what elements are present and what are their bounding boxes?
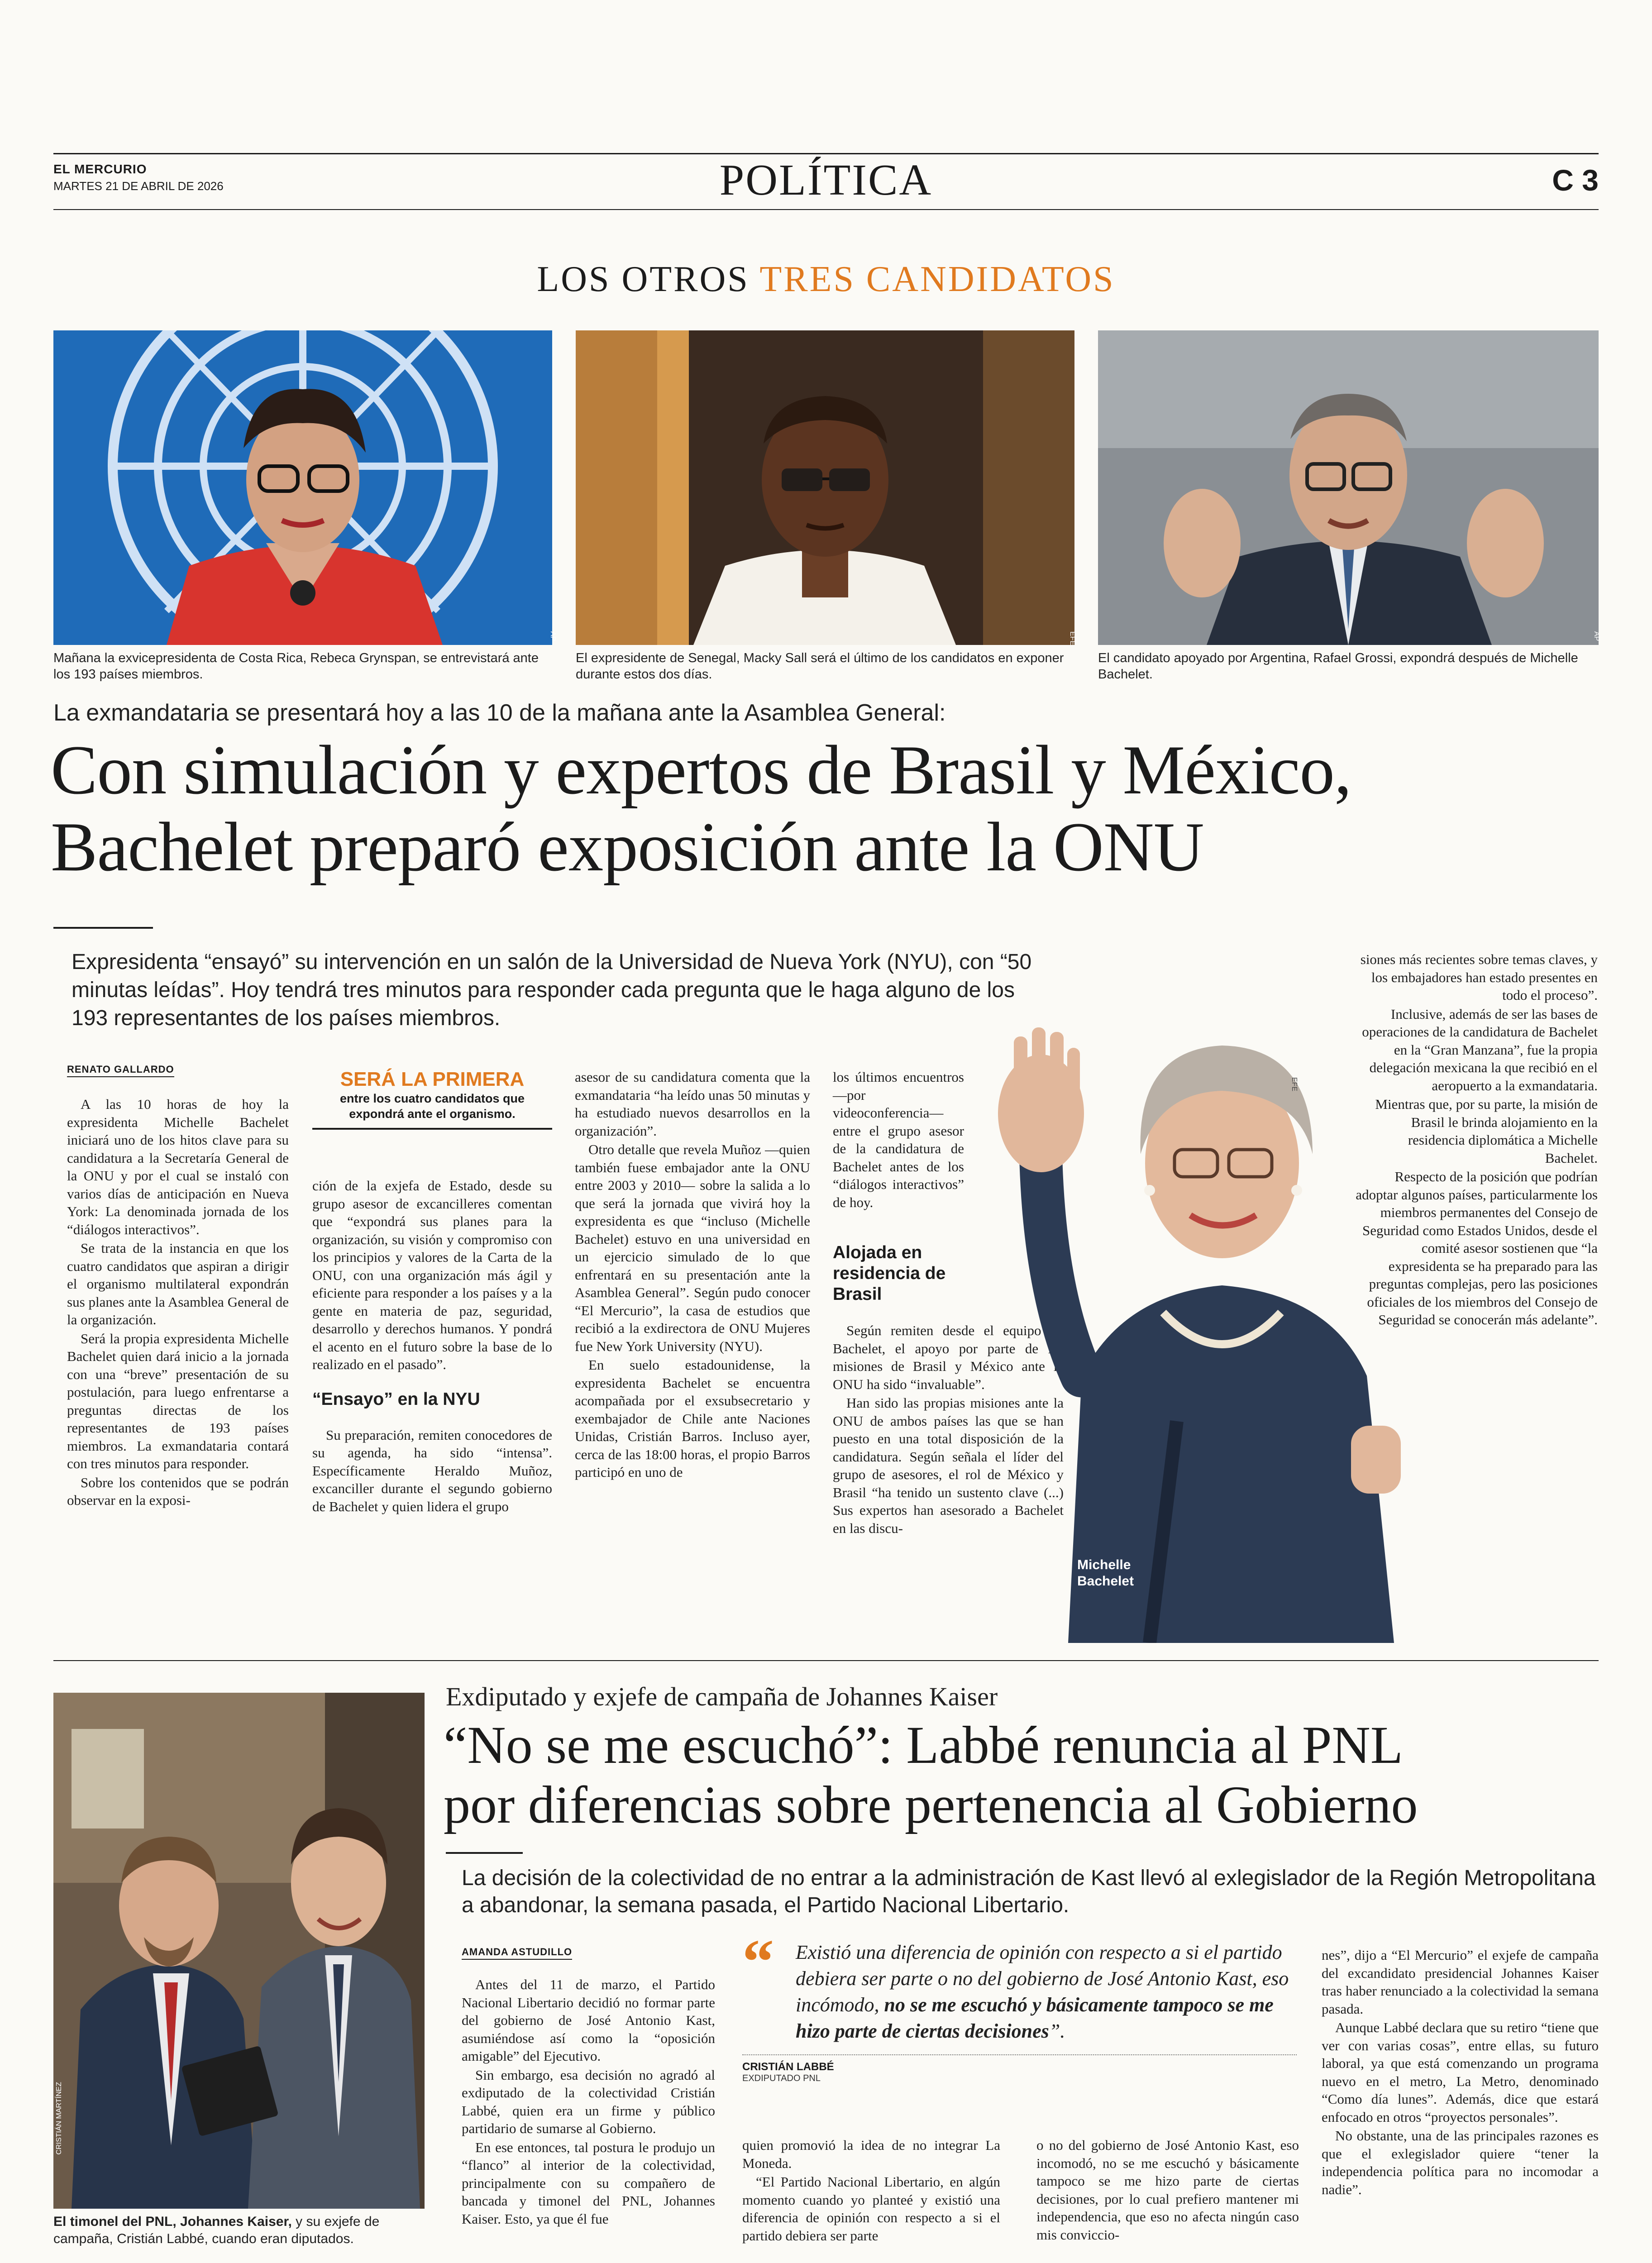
bachelet-photo-credit: EFE	[1290, 1077, 1298, 1092]
labbe-caption-rest: y su exjefe de campaña, Cristián Labbé, cuando eran diputados.	[53, 2214, 380, 2246]
labbe-quote-role: EXDIPUTADO PNL	[742, 2073, 821, 2083]
labbe-quote-2: no se me escuchó y básicamente tampoco se me hizo parte de ciertas decisiones	[796, 1994, 1274, 2042]
main-headline-line-2: Bachelet preparó exposición ante la ONU	[51, 808, 1204, 886]
labbe-quote-name: CRISTIÁN LABBÉ	[742, 2061, 834, 2073]
section-title: POLÍTICA	[719, 156, 933, 205]
main-col-3-p2: Otro detalle que revela Muñoz —quien también fuese embajador ante la ONU entre 2003 y 2010— sobre la salida a lo que será la jornada que vivirá hoy la expresidenta es que “incluso (Michelle Bachelet) estuvo en una universidad en un ejercicio simulado de lo que enfrentará en su presentación ante la Asamblea General”. Según pudo conocer “El Mercurio”, la casa de estudios que recibió a la exdirectora de ONU Mujeres fue New York University (NYU).	[575, 1141, 810, 1354]
main-col-2-p1: ción de la exjefa de Estado, desde su grupo asesor de excancilleres comentan que “expondrá sus planes para la organización, su visión y compromiso con los principios y valores de la Carta de la ONU, con una organización más ágil y eficiente para responder a los países y a la gente en materia de paz, seguridad, desarrollo y derechos humanos. Y pondrá el acento en el futuro sobre la base de lo realizado en el pasado”.	[312, 1178, 552, 1372]
main-col-3	[575, 1068, 810, 1481]
labbe-col-3-p1: o no del gobierno de José Antonio Kast, eso incomodó, no se me escuchó y básicamente tampoco se me hizo parte de ciertas decisiones, por lo cual prefiero mantener mi independencia, que eso no afecta ningún caso mis conviccio-	[1036, 2137, 1299, 2243]
labbe-photo-credit: CRISTIÁN MARTÍNEZ	[55, 2082, 63, 2155]
main-col-1	[67, 1095, 289, 1509]
main-col-1-p2: Se trata de la instancia en que los cuatro candidatos que aspiran a dirigir el organismo multilateral expondrán sus planes ante la Asamblea General de la organización.	[67, 1240, 289, 1327]
labbe-quote-attribution	[742, 2054, 1297, 2084]
first-speaker-box-text: entre los cuatro candidatos que expondrá ante el organismo.	[339, 1092, 525, 1121]
labbe-quote-text	[796, 1939, 1297, 2044]
grynspan-photo	[53, 330, 552, 645]
labbe-quote-3: ”.	[1049, 2020, 1065, 2042]
labbe-photo-caption	[53, 2213, 425, 2248]
labbe-col-4-p3: No obstante, una de las principales razones es que el exlegislador quiere “tener la independencia política para no incomodar a nadie”.	[1322, 2128, 1599, 2197]
labbe-col-1	[462, 1976, 715, 2228]
main-subhead-brasil: Alojada en residencia de Brasil	[833, 1243, 946, 1304]
labbe-col-2	[742, 2136, 1000, 2244]
main-col-4a-p1: los últimos encuentros —por videoconferencia— entre el grupo asesor de la candidatura de Bachelet antes de los “diálogos interactivos” de hoy.	[833, 1069, 964, 1210]
candidates-heading	[53, 259, 1599, 300]
main-kicker: La exmandataria se presentará hoy a las 10 de la mañana ante la Asamblea General:	[53, 700, 946, 726]
labbe-col-2-p2: “El Partido Nacional Libertario, en algún momento cuando yo planteé y existió una diferencia de opinión con respecto a si el partido debiera ser parte	[742, 2174, 1000, 2244]
masthead-rule	[53, 209, 1599, 210]
main-col-4a	[833, 1068, 964, 1211]
bachelet-photo-label: Michelle Bachelet	[1077, 1557, 1134, 1589]
grossi-caption: El candidato apoyado por Argentina, Rafael Grossi, expondrá después de Michelle Bachelet.	[1098, 651, 1578, 682]
issue-date: MARTES 21 DE ABRIL DE 2026	[53, 179, 224, 193]
labbe-caption-bold: El timonel del PNL, Johannes Kaiser,	[53, 2214, 292, 2229]
sall-caption: El expresidente de Senegal, Macky Sall será el último de los candidatos en exponer durante estos dos días.	[576, 651, 1064, 682]
main-col-1-p1: A las 10 horas de hoy la expresidenta Michelle Bachelet iniciará uno de los hitos clave para su candidatura a la Secretaría General de la ONU y por el cual se instaló con varios días de anticipación en Nueva York: La denominada jornada de los “diálogos interactivos”.	[67, 1096, 289, 1237]
labbe-col-1-p3: En ese entonces, tal postura le produjo un “flanco” al interior de la colectividad, principalmente con su compañero de bancada y timonel del PNL, Johannes Kaiser. Esto, ya que él fue	[462, 2139, 715, 2227]
main-byline	[67, 1064, 174, 1077]
main-byline-text: RENATO GALLARDO	[67, 1064, 174, 1077]
main-headline-line-1: Con simulación y expertos de Brasil y México,	[51, 731, 1351, 809]
section-rule-1	[53, 1660, 1599, 1661]
main-subhead-nyu: “Ensayo” en la NYU	[312, 1389, 480, 1409]
main-col-5-p3: Mientras que, por su parte, la misión de Brasil le brinda alojamiento en la residencia diplomática a Michelle Bachelet.	[1375, 1096, 1598, 1166]
main-col-5-p2: Inclusive, además de ser las bases de operaciones de la candidatura de Bachelet en la “Gran Manzana”, fue la propia delegación mexicana la que recibió en el aeropuerto a la exmandataria.	[1362, 1006, 1598, 1093]
grossi-photo	[1098, 330, 1599, 645]
labbe-headline-line-1: “No se me escuchó”: Labbé renuncia al PNL	[444, 1715, 1403, 1775]
labbe-col-4-p1: nes”, dijo a “El Mercurio” el exjefe de campaña del excandidato presidencial Johannes Kaiser tras haber renunciado a la colectividad la semana pasada.	[1322, 1947, 1599, 2017]
labbe-col-4	[1322, 1946, 1599, 2198]
top-rule	[53, 153, 1599, 154]
labbe-headline	[444, 1715, 1602, 1835]
main-col-1-p4: Sobre los contenidos que se podrán observar en la exposi-	[67, 1474, 289, 1508]
main-col-4b-p1: Según remiten desde el equipo de Bachelet, el apoyo por parte de las misiones de Brasil y México ante la ONU ha sido “invaluable”.	[833, 1322, 1064, 1392]
labbe-col-4-p2: Aunque Labbé declara que su retiro “tiene que ver con varias cosas”, entre ellas, su futuro laboral, ya que está comenzando un programa nuevo en el metro, La Metro, denominado “Como día lunes”. Además, dice que estará enfocado en otros “proyectos personales”.	[1322, 2020, 1599, 2125]
grossi-photo-credit: AP	[1593, 631, 1600, 641]
labbe-deck: La decisión de la colectividad de no entrar a la administración de Kast llevó al exlegislador de la Región Metropolitana a abandonar, la semana pasada, el Partido Nacional Libertario.	[462, 1866, 1596, 1917]
labbe-deck-rule	[446, 1852, 523, 1854]
candidates-heading-a: LOS OTROS	[537, 259, 750, 299]
main-deck: Expresidenta “ensayó” su intervención en un salón de la Universidad de Nueva York (NYU), con “50 minutas leídas”. Hoy tendrá tres minutos para responder cada pregunta que le haga alguno de los 193 representantes de los países miembros.	[72, 950, 1032, 1030]
paper-name: EL MERCURIO	[53, 162, 147, 176]
labbe-kaiser-photo	[53, 1693, 425, 2209]
deck-rule	[53, 927, 153, 929]
quote-mark-icon: “	[742, 1927, 774, 1997]
candidates-heading-b: TRES CANDIDATOS	[759, 259, 1115, 299]
first-speaker-box-title: SERÁ LA PRIMERA	[340, 1068, 525, 1090]
labbe-byline	[462, 1946, 572, 1960]
first-speaker-box	[312, 1068, 552, 1130]
main-col-1-p3: Será la propia expresidenta Michelle Bachelet quien dará inicio a la jornada con una “breve” presentación de su postulación, para luego enfrentarse a preguntas directas de los representantes de 193 países miembros. La exmandataria contará con tres minutos para responder.	[67, 1330, 289, 1471]
main-col-2-p2: Su preparación, remiten conocedores de su agenda, ha sido “intensa”. Específicamente Heraldo Muñoz, excanciller durante el segundo gobierno de Bachelet y quien lidera el grupo	[312, 1427, 552, 1514]
sall-photo	[576, 330, 1074, 645]
main-col-3-p3: En suelo estadounidense, la expresidenta Bachelet se encuentra acompañada por el exsubsecretario y exembajador de Chile ante Naciones Unidas, Cristián Barros. Incluso ayer, cerca de las 18:00 horas, el propio Barros participó en uno de	[575, 1357, 810, 1480]
labbe-col-2-p1: quien promovió la idea de no integrar La Moneda.	[742, 2137, 1000, 2171]
labbe-pull-quote	[742, 1927, 1297, 2084]
labbe-col-1-p1: Antes del 11 de marzo, el Partido Nacional Libertario decidió no formar parte del gobierno de José Antonio Kast, asumiéndose así como la “oposición amigable” del Ejecutivo.	[462, 1977, 715, 2064]
main-col-5-p1: siones más recientes sobre temas claves, y los embajadores han estado presentes en todo el proceso”.	[1360, 951, 1598, 1003]
page-number: C 3	[1552, 163, 1599, 197]
labbe-col-3	[1036, 2136, 1299, 2244]
labbe-byline-text: AMANDA ASTUDILLO	[462, 1946, 572, 1960]
main-col-2	[312, 1177, 552, 1515]
main-headline	[51, 731, 1608, 885]
grynspan-caption: Mañana la exvicepresidenta de Costa Rica, Rebeca Grynspan, se entrevistará ante los 193 países miembros.	[53, 651, 539, 682]
labbe-quote-1: Existió una diferencia de opinión con respecto a si el partido debiera ser parte o no del gobierno de José Antonio Kast, eso incómodo,	[796, 1941, 1289, 2016]
main-col-5-p4: Respecto de la posición que podrían adoptar algunos países, particularmente los miembros permanentes del Consejo de Seguridad como Estados Unidos, desde el comité asesor sostienen que “la expresidenta se ha preparado para las preguntas complejas, pero las posiciones oficiales de los miembros del Consejo de Seguridad se conocerán más adelante”.	[1356, 1169, 1598, 1327]
grynspan-photo-credit: AP	[549, 631, 557, 641]
sall-photo-credit: EFE	[1069, 631, 1076, 646]
main-col-3-p1: asesor de su candidatura comenta que la exmandataria “ha leído unas 50 minutas y ha estudiado nuevos desarrollos en la organización”.	[575, 1069, 810, 1139]
labbe-col-1-p2: Sin embargo, esa decisión no agradó al exdiputado de la colectividad Cristián Labbé, quien era un firme y público partidario de sumarse al Gobierno.	[462, 2067, 715, 2136]
main-col-4b-p2: Han sido las propias misiones ante la ONU de ambos países las que se han puesto en una total disposición de la candidatura. Según señala el líder del grupo de asesores, el rol de México y Brasil “ha tenido un sustento clave (...) Sus expertos han asesorado a Bachelet en las discu-	[833, 1395, 1064, 1536]
labbe-kicker: Exdiputado y exjefe de campaña de Johannes Kaiser	[446, 1682, 998, 1711]
labbe-headline-line-2: por diferencias sobre pertenencia al Gobierno	[444, 1775, 1418, 1834]
main-col-5	[1353, 950, 1598, 1329]
